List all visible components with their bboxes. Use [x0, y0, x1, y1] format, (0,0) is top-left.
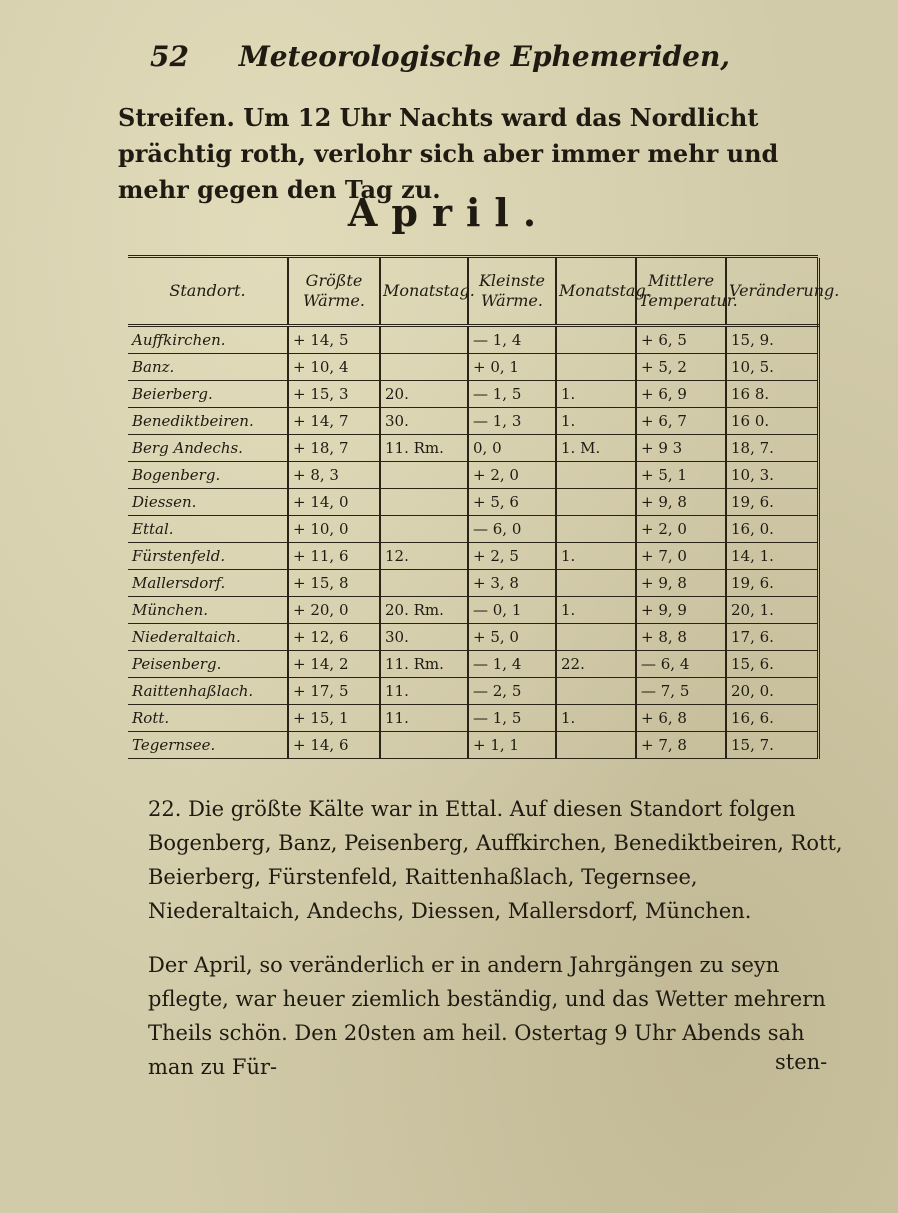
value-cell: 1. — [556, 408, 636, 435]
catchword: sten- — [775, 1050, 828, 1074]
value-cell: 19, 6. — [726, 570, 818, 597]
value-cell: — 7, 5 — [636, 678, 726, 705]
value-cell: 20, 0. — [726, 678, 818, 705]
station-cell: Tegernsee. — [128, 732, 288, 759]
table-row — [128, 462, 818, 489]
value-cell: 1. — [556, 597, 636, 624]
value-cell — [556, 732, 636, 759]
value-cell: + 10, 4 — [288, 354, 380, 381]
station-cell: Auffkirchen. — [128, 326, 288, 354]
value-cell: — 1, 4 — [468, 326, 556, 354]
value-cell: 1. M. — [556, 435, 636, 462]
value-cell: + 10, 0 — [288, 516, 380, 543]
value-cell: + 9, 8 — [636, 489, 726, 516]
station-cell: München. — [128, 597, 288, 624]
value-cell: + 18, 7 — [288, 435, 380, 462]
table-row — [128, 624, 818, 651]
value-cell: — 1, 3 — [468, 408, 556, 435]
table-header-row — [128, 258, 818, 326]
value-cell: + 8, 3 — [288, 462, 380, 489]
table-row — [128, 678, 818, 705]
table-row — [128, 354, 818, 381]
value-cell: 20. Rm. — [380, 597, 468, 624]
value-cell: 22. — [556, 651, 636, 678]
column-header: Monatstag. — [556, 258, 636, 326]
value-cell: — 1, 4 — [468, 651, 556, 678]
value-cell — [380, 570, 468, 597]
value-cell: 19, 6. — [726, 489, 818, 516]
value-cell: + 5, 2 — [636, 354, 726, 381]
value-cell: + 9 3 — [636, 435, 726, 462]
value-cell: + 5, 1 — [636, 462, 726, 489]
value-cell: + 0, 1 — [468, 354, 556, 381]
table-row — [128, 651, 818, 678]
station-cell: Berg Andechs. — [128, 435, 288, 462]
value-cell: + 9, 9 — [636, 597, 726, 624]
value-cell — [380, 732, 468, 759]
value-cell: + 6, 8 — [636, 705, 726, 732]
value-cell: 1. — [556, 705, 636, 732]
value-cell: 12. — [380, 543, 468, 570]
value-cell: + 1, 1 — [468, 732, 556, 759]
value-cell: + 3, 8 — [468, 570, 556, 597]
table-row — [128, 543, 818, 570]
value-cell — [556, 354, 636, 381]
station-cell: Beierberg. — [128, 381, 288, 408]
value-cell: 30. — [380, 624, 468, 651]
column-header: Standort. — [128, 258, 288, 326]
table-row — [128, 489, 818, 516]
value-cell: 1. — [556, 543, 636, 570]
value-cell: + 2, 0 — [468, 462, 556, 489]
value-cell: 16 8. — [726, 381, 818, 408]
value-cell: — 6, 0 — [468, 516, 556, 543]
station-cell: Fürstenfeld. — [128, 543, 288, 570]
value-cell: 15, 6. — [726, 651, 818, 678]
station-cell: Mallersdorf. — [128, 570, 288, 597]
column-header: Veränderung. — [726, 258, 818, 326]
body-paragraph: Der April, so veränderlich er in andern Jahrgängen zu seyn pflegte, war heuer ziemlich beständig, und das Wetter mehrern Theils schön. Den 20sten am heil. Ostertag 9 Uhr Abends sah man zu Für- — [148, 953, 826, 1079]
station-cell: Banz. — [128, 354, 288, 381]
station-cell: Raittenhaßlach. — [128, 678, 288, 705]
value-cell: 14, 1. — [726, 543, 818, 570]
table-row — [128, 597, 818, 624]
running-header — [150, 40, 770, 73]
value-cell: + 2, 0 — [636, 516, 726, 543]
value-cell: + 7, 0 — [636, 543, 726, 570]
value-cell: — 2, 5 — [468, 678, 556, 705]
value-cell — [556, 624, 636, 651]
table-body — [128, 326, 818, 759]
table-row — [128, 408, 818, 435]
station-cell: Rott. — [128, 705, 288, 732]
value-cell: 16 0. — [726, 408, 818, 435]
value-cell: 0, 0 — [468, 435, 556, 462]
station-cell: Diessen. — [128, 489, 288, 516]
value-cell — [380, 354, 468, 381]
value-cell: + 14, 5 — [288, 326, 380, 354]
value-cell: 20, 1. — [726, 597, 818, 624]
station-cell: Bogenberg. — [128, 462, 288, 489]
value-cell: + 15, 3 — [288, 381, 380, 408]
column-header: Größte Wärme. — [288, 258, 380, 326]
value-cell: 1. — [556, 381, 636, 408]
value-cell: + 14, 0 — [288, 489, 380, 516]
value-cell: + 9, 8 — [636, 570, 726, 597]
value-cell: + 17, 5 — [288, 678, 380, 705]
value-cell: — 1, 5 — [468, 381, 556, 408]
station-cell: Niederaltaich. — [128, 624, 288, 651]
table-row — [128, 326, 818, 354]
value-cell: + 5, 6 — [468, 489, 556, 516]
weather-table-container — [128, 255, 840, 759]
value-cell — [380, 489, 468, 516]
value-cell: 15, 7. — [726, 732, 818, 759]
value-cell: + 7, 8 — [636, 732, 726, 759]
value-cell — [556, 678, 636, 705]
intro-text: Streifen. Um 12 Uhr Nachts ward das Nordlicht prächtig roth, verlohr sich aber immer mehr und mehr gegen den Tag zu. — [118, 103, 779, 204]
value-cell: 10, 5. — [726, 354, 818, 381]
value-cell: + 2, 5 — [468, 543, 556, 570]
value-cell: 11. Rm. — [380, 651, 468, 678]
value-cell — [380, 462, 468, 489]
value-cell: 11. Rm. — [380, 435, 468, 462]
value-cell — [380, 326, 468, 354]
value-cell: 15, 9. — [726, 326, 818, 354]
value-cell: + 8, 8 — [636, 624, 726, 651]
table-row — [128, 516, 818, 543]
table-row — [128, 732, 818, 759]
value-cell: 11. — [380, 705, 468, 732]
value-cell: — 1, 5 — [468, 705, 556, 732]
page-number: 52 — [150, 40, 189, 73]
value-cell: + 5, 0 — [468, 624, 556, 651]
value-cell: + 6, 9 — [636, 381, 726, 408]
value-cell: + 14, 2 — [288, 651, 380, 678]
table-row — [128, 381, 818, 408]
value-cell: + 15, 1 — [288, 705, 380, 732]
value-cell: + 6, 7 — [636, 408, 726, 435]
value-cell: 10, 3. — [726, 462, 818, 489]
value-cell: 16, 6. — [726, 705, 818, 732]
weather-table — [128, 258, 840, 759]
value-cell — [556, 326, 636, 354]
value-cell: + 11, 6 — [288, 543, 380, 570]
value-cell: + 14, 6 — [288, 732, 380, 759]
value-cell: + 20, 0 — [288, 597, 380, 624]
station-cell: Ettal. — [128, 516, 288, 543]
value-cell: 16, 0. — [726, 516, 818, 543]
value-cell — [556, 516, 636, 543]
table-row — [128, 435, 818, 462]
value-cell: + 12, 6 — [288, 624, 380, 651]
column-header: Monatstag. — [380, 258, 468, 326]
value-cell — [380, 516, 468, 543]
value-cell — [556, 489, 636, 516]
value-cell: — 0, 1 — [468, 597, 556, 624]
value-cell — [556, 462, 636, 489]
value-cell: 17, 6. — [726, 624, 818, 651]
value-cell: + 6, 5 — [636, 326, 726, 354]
footnote-text: 22. Die größte Kälte war in Ettal. Auf diesen Standort folgen Bogenberg, Banz, Peisenberg, Auffkirchen, Benediktbeiren, Rott, Beierberg, Fürstenfeld, Raittenhaßlach, Tegernsee, Niederaltaich, Andechs, Diessen, Mallersdorf, München. — [148, 797, 843, 923]
value-cell: + 15, 8 — [288, 570, 380, 597]
station-cell: Peisenberg. — [128, 651, 288, 678]
station-cell: Benediktbeiren. — [128, 408, 288, 435]
running-title: Meteorologische Ephemeriden, — [238, 40, 731, 73]
column-header: Mittlere Temperatur. — [636, 258, 726, 326]
table-row — [128, 705, 818, 732]
table-row — [128, 570, 818, 597]
value-cell: 18, 7. — [726, 435, 818, 462]
value-cell: 20. — [380, 381, 468, 408]
value-cell: 30. — [380, 408, 468, 435]
value-cell: + 14, 7 — [288, 408, 380, 435]
value-cell: 11. — [380, 678, 468, 705]
value-cell — [556, 570, 636, 597]
month-heading: April. — [347, 190, 551, 235]
value-cell: — 6, 4 — [636, 651, 726, 678]
column-header: Kleinste Wärme. — [468, 258, 556, 326]
